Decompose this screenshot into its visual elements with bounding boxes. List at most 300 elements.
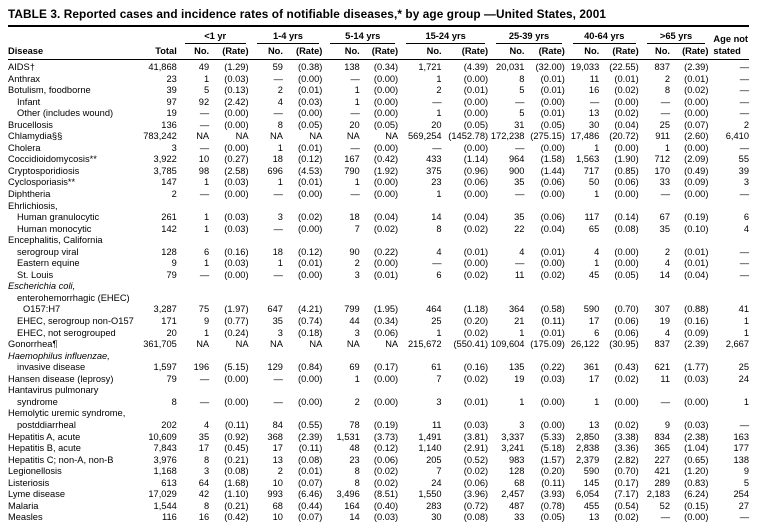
rate-column-header: (Rate) bbox=[442, 44, 489, 60]
rate-cell: (0.42) bbox=[224, 512, 249, 523]
count-cell: 128 bbox=[508, 466, 525, 477]
count-cell: 13 bbox=[588, 512, 600, 523]
total-cell: 10,609 bbox=[148, 431, 177, 442]
count-cell: 35 bbox=[514, 177, 525, 188]
count-cell: 14 bbox=[431, 212, 442, 223]
disease-label: postddiarrheal bbox=[17, 419, 76, 430]
rate-cell: (1.97) bbox=[224, 304, 249, 315]
rate-cell bbox=[670, 235, 708, 247]
disease-label: Botulism, foodborne bbox=[8, 85, 91, 96]
count-cell: 35 bbox=[198, 431, 210, 442]
table-row bbox=[8, 443, 749, 455]
rate-cell: (0.00) bbox=[463, 189, 489, 200]
disease-label: Human monocytic bbox=[17, 223, 92, 234]
age-not-stated-cell: 254 bbox=[733, 489, 749, 500]
rate-cell: (0.07) bbox=[684, 119, 709, 130]
count-cell: 1 bbox=[354, 177, 360, 188]
rate-cell: (0.03) bbox=[463, 419, 489, 430]
rate-cell bbox=[524, 408, 564, 420]
age-not-stated-cell bbox=[708, 235, 749, 247]
count-cell: 24 bbox=[431, 477, 442, 488]
total-cell bbox=[131, 385, 176, 397]
rate-cell: (0.52) bbox=[463, 454, 489, 465]
rate-cell: (0.02) bbox=[463, 223, 489, 234]
count-cell: 90 bbox=[349, 246, 360, 257]
count-cell: 172,238 bbox=[490, 131, 525, 142]
count-cell: 49 bbox=[198, 62, 210, 72]
total-cell: 613 bbox=[161, 477, 177, 488]
rate-column-header: (Rate) bbox=[599, 44, 638, 60]
count-cell: 18 bbox=[272, 154, 283, 165]
count-cell: 6 bbox=[436, 269, 442, 280]
disease-label: syndrome bbox=[17, 396, 58, 407]
count-cell: 64 bbox=[198, 477, 210, 488]
rate-cell: (0.02) bbox=[463, 327, 489, 338]
table-body bbox=[8, 60, 749, 524]
rate-cell bbox=[360, 408, 398, 420]
rate-cell: (0.02) bbox=[614, 108, 639, 119]
rate-cell: (2.58) bbox=[224, 165, 249, 176]
age-group-label: >65 yrs bbox=[647, 30, 706, 44]
rate-cell: (0.40) bbox=[373, 500, 399, 511]
rate-cell: (0.21) bbox=[224, 454, 249, 465]
count-cell: 117 bbox=[584, 212, 600, 223]
rate-cell: (4.39) bbox=[463, 62, 489, 72]
rate-cell: (0.03) bbox=[224, 258, 249, 269]
age-not-stated-cell: — bbox=[739, 73, 749, 84]
rate-cell bbox=[283, 201, 322, 213]
count-cell: 4 bbox=[664, 327, 671, 338]
rate-cell: (0.00) bbox=[540, 419, 565, 430]
rate-cell: (0.00) bbox=[373, 142, 399, 153]
rate-cell: (0.00) bbox=[463, 258, 489, 269]
rate-cell: (275.15) bbox=[530, 131, 565, 142]
total-cell: 41,868 bbox=[148, 62, 177, 72]
rate-cell: (1.20) bbox=[684, 466, 709, 477]
count-cell: 9 bbox=[203, 316, 210, 327]
table-row bbox=[8, 420, 749, 432]
rate-cell: (0.00) bbox=[614, 258, 639, 269]
section-header-row bbox=[8, 351, 749, 363]
rate-cell: (0.85) bbox=[614, 165, 639, 176]
age-not-stated-cell: 2 bbox=[743, 119, 749, 130]
rate-cell bbox=[524, 201, 564, 213]
count-cell: 14 bbox=[659, 269, 671, 280]
age-not-stated-cell: — bbox=[739, 269, 749, 280]
count-cell: 421 bbox=[654, 466, 671, 477]
disease-column-header: Disease bbox=[8, 44, 131, 60]
count-cell: 61 bbox=[431, 362, 442, 373]
section-header-row bbox=[8, 385, 749, 397]
count-cell: — bbox=[273, 73, 283, 84]
count-cell bbox=[249, 201, 283, 213]
rate-cell: (0.00) bbox=[224, 142, 249, 153]
count-cell: — bbox=[273, 396, 283, 407]
total-cell: 1,544 bbox=[153, 500, 177, 511]
rate-cell: (30.95) bbox=[609, 339, 639, 350]
disease-label: Anthrax bbox=[8, 73, 41, 84]
count-cell bbox=[322, 235, 359, 247]
total-cell: 19 bbox=[166, 108, 177, 119]
count-cell: 67 bbox=[659, 212, 671, 223]
count-cell: 11 bbox=[660, 373, 671, 384]
count-cell bbox=[322, 201, 359, 213]
count-cell: — bbox=[273, 108, 283, 119]
count-cell: 1 bbox=[277, 142, 283, 153]
rate-cell: (0.78) bbox=[540, 500, 565, 511]
rate-cell bbox=[360, 385, 398, 397]
rate-cell: (0.16) bbox=[224, 246, 249, 257]
table-row bbox=[8, 247, 749, 259]
count-cell: 364 bbox=[508, 304, 525, 315]
rate-cell: (1.95) bbox=[373, 304, 399, 315]
rate-cell: (0.01) bbox=[298, 258, 323, 269]
total-cell bbox=[131, 408, 176, 420]
count-cell: 1 bbox=[354, 96, 360, 107]
rate-cell: (0.09) bbox=[684, 177, 709, 188]
rate-cell: (0.00) bbox=[373, 189, 399, 200]
table-row bbox=[8, 466, 749, 478]
count-cell bbox=[398, 351, 441, 363]
count-cell: 16 bbox=[198, 512, 210, 523]
disease-label: Haemophilus influenzae, bbox=[8, 350, 110, 361]
rate-cell: (0.01) bbox=[373, 269, 399, 280]
count-cell: 2 bbox=[664, 73, 671, 84]
rate-cell: (0.00) bbox=[373, 96, 399, 107]
table-row bbox=[8, 108, 749, 120]
rate-cell: (0.06) bbox=[463, 177, 489, 188]
rate-cell: (0.19) bbox=[684, 212, 709, 223]
age-group-label: 40-64 yrs bbox=[573, 30, 636, 44]
disease-label: Diphtheria bbox=[8, 189, 51, 200]
count-cell: 837 bbox=[654, 339, 671, 350]
no-column-header: No. bbox=[177, 44, 209, 60]
rate-cell bbox=[599, 408, 638, 420]
count-cell: 900 bbox=[508, 165, 525, 176]
count-cell bbox=[565, 201, 599, 213]
count-cell: 42 bbox=[198, 489, 210, 500]
count-cell bbox=[488, 408, 524, 420]
rate-cell bbox=[599, 235, 638, 247]
count-cell: 92 bbox=[198, 96, 210, 107]
rate-cell: (0.00) bbox=[298, 73, 323, 84]
count-cell: 2 bbox=[277, 466, 283, 477]
rate-cell: (0.02) bbox=[614, 85, 639, 96]
age-group-header bbox=[565, 30, 639, 44]
rate-cell bbox=[670, 351, 708, 363]
count-cell: 837 bbox=[654, 62, 671, 72]
count-cell bbox=[249, 351, 283, 363]
age-not-stated-cell: 6 bbox=[743, 212, 749, 223]
count-cell: 10 bbox=[198, 154, 210, 165]
rate-cell: (0.18) bbox=[298, 327, 323, 338]
rate-cell: (0.00) bbox=[614, 396, 639, 407]
count-cell: 30 bbox=[431, 512, 442, 523]
no-column-header: No. bbox=[322, 44, 359, 60]
rate-cell bbox=[524, 235, 564, 247]
count-cell: 361 bbox=[583, 362, 600, 373]
rate-cell: (1452.78) bbox=[448, 131, 489, 142]
table-row bbox=[8, 154, 749, 166]
count-cell bbox=[177, 293, 209, 305]
age-not-stated-cell: 4 bbox=[743, 223, 749, 234]
count-cell: 18 bbox=[349, 212, 360, 223]
disease-label: EHEC, serogroup non-O157 bbox=[17, 316, 134, 327]
rate-cell: (0.54) bbox=[614, 500, 639, 511]
rate-cell: (0.43) bbox=[614, 362, 639, 373]
rate-cell: (1.18) bbox=[463, 304, 489, 315]
rate-column-header: (Rate) bbox=[524, 44, 564, 60]
count-cell bbox=[488, 293, 524, 305]
rate-cell: (2.91) bbox=[463, 443, 489, 454]
rate-cell: (0.03) bbox=[224, 177, 249, 188]
rate-cell: NA bbox=[309, 339, 323, 350]
rate-cell bbox=[209, 235, 248, 247]
age-not-stated-line2: stated bbox=[713, 46, 741, 56]
total-cell: 3,976 bbox=[153, 454, 177, 465]
rate-cell: (5.15) bbox=[224, 362, 249, 373]
count-cell: — bbox=[660, 108, 671, 119]
rate-cell: (0.05) bbox=[614, 269, 639, 280]
rate-cell: (0.03) bbox=[224, 73, 249, 84]
count-cell: 16 bbox=[588, 85, 600, 96]
count-cell: 68 bbox=[272, 500, 283, 511]
total-cell: 3,287 bbox=[153, 304, 177, 315]
rate-cell: (0.05) bbox=[540, 119, 565, 130]
count-cell: — bbox=[273, 223, 283, 234]
total-cell: 202 bbox=[161, 419, 177, 430]
age-not-stated-cell: 2,667 bbox=[725, 339, 749, 350]
rate-cell: (0.21) bbox=[224, 500, 249, 511]
rate-cell bbox=[209, 201, 248, 213]
rate-cell bbox=[360, 293, 398, 305]
count-cell bbox=[639, 235, 670, 247]
rate-cell: (0.55) bbox=[298, 419, 323, 430]
age-not-stated-cell: 9 bbox=[743, 466, 749, 477]
disease-label: EHEC, not serogrouped bbox=[17, 327, 116, 338]
disease-label: Ehrlichiosis, bbox=[8, 200, 58, 211]
total-column-header: Total bbox=[131, 44, 176, 60]
rate-cell: (0.05) bbox=[463, 119, 489, 130]
count-cell: 1 bbox=[519, 396, 525, 407]
rate-cell: (0.70) bbox=[614, 304, 639, 315]
count-cell: 1,140 bbox=[418, 443, 442, 454]
rate-cell: (0.00) bbox=[463, 108, 489, 119]
disease-label: Escherichia coli, bbox=[8, 281, 76, 292]
count-cell: 2 bbox=[277, 85, 283, 96]
count-cell: 48 bbox=[349, 443, 360, 454]
rate-cell: (0.13) bbox=[224, 85, 249, 96]
rate-cell: (0.00) bbox=[298, 396, 323, 407]
rate-cell: (0.15) bbox=[684, 500, 709, 511]
rate-cell bbox=[209, 385, 248, 397]
rate-cell: (0.45) bbox=[224, 443, 249, 454]
total-cell: 2 bbox=[171, 189, 177, 200]
count-cell: 8 bbox=[354, 466, 360, 477]
rate-cell: (0.38) bbox=[298, 62, 323, 72]
count-cell: — bbox=[273, 373, 283, 384]
count-cell: 5 bbox=[519, 85, 525, 96]
total-cell: 1,597 bbox=[153, 362, 177, 373]
rate-cell: (0.00) bbox=[298, 269, 323, 280]
rate-cell: (0.03) bbox=[224, 212, 249, 223]
count-cell: 167 bbox=[344, 154, 360, 165]
rate-cell: (1.77) bbox=[684, 362, 709, 373]
table-row bbox=[8, 270, 749, 282]
rate-cell: (0.00) bbox=[684, 512, 709, 523]
rate-cell: (0.00) bbox=[224, 269, 249, 280]
disease-label: Hepatitis A, acute bbox=[8, 431, 81, 442]
count-cell: 145 bbox=[583, 477, 600, 488]
count-cell: NA bbox=[196, 339, 210, 350]
no-column-header: No. bbox=[249, 44, 283, 60]
count-cell: 1 bbox=[594, 189, 600, 200]
disease-label: Lyme disease bbox=[8, 489, 66, 500]
rate-cell: (0.00) bbox=[614, 96, 639, 107]
count-cell bbox=[177, 281, 209, 293]
rate-cell: (0.74) bbox=[298, 316, 323, 327]
count-cell: 1 bbox=[664, 142, 671, 153]
count-cell bbox=[398, 385, 441, 397]
count-cell: 1,491 bbox=[418, 431, 442, 442]
rate-cell: (0.12) bbox=[373, 443, 399, 454]
rate-cell bbox=[670, 201, 708, 213]
rate-cell bbox=[360, 201, 398, 213]
rate-cell bbox=[283, 281, 322, 293]
rate-cell: (0.22) bbox=[373, 246, 399, 257]
count-cell bbox=[322, 293, 359, 305]
count-cell bbox=[177, 235, 209, 247]
count-cell: 17,486 bbox=[570, 131, 600, 142]
age-not-stated-line1: Age not bbox=[713, 34, 749, 44]
rate-cell: (0.10) bbox=[684, 223, 709, 234]
rate-cell: (0.08) bbox=[298, 454, 323, 465]
count-cell: 365 bbox=[654, 443, 671, 454]
count-cell bbox=[488, 201, 524, 213]
count-cell: 52 bbox=[659, 500, 671, 511]
rate-cell bbox=[442, 293, 489, 305]
count-cell: 5 bbox=[519, 108, 525, 119]
rate-cell: (0.02) bbox=[373, 477, 399, 488]
count-cell: 205 bbox=[426, 454, 442, 465]
rate-cell: (0.77) bbox=[224, 316, 249, 327]
count-cell: 227 bbox=[654, 454, 671, 465]
rate-cell: (3.36) bbox=[614, 443, 639, 454]
count-cell: 20 bbox=[431, 119, 442, 130]
count-cell: 911 bbox=[655, 131, 671, 142]
count-cell: 9 bbox=[664, 419, 671, 430]
age-not-stated-cell bbox=[708, 281, 749, 293]
count-cell bbox=[398, 293, 441, 305]
disease-label: Listeriosis bbox=[8, 477, 50, 488]
rate-cell: (0.04) bbox=[540, 223, 565, 234]
count-cell: 3 bbox=[277, 212, 283, 223]
rate-cell: (2.09) bbox=[684, 154, 709, 165]
section-header-row bbox=[8, 201, 749, 213]
rate-cell: (0.02) bbox=[540, 269, 565, 280]
count-cell: 75 bbox=[198, 304, 210, 315]
rate-cell: (0.03) bbox=[298, 96, 323, 107]
rate-cell: (0.34) bbox=[373, 62, 399, 72]
age-not-stated-cell: — bbox=[739, 246, 749, 257]
count-cell: 196 bbox=[193, 362, 210, 373]
rate-cell: (2.39) bbox=[684, 339, 709, 350]
rate-cell: (0.44) bbox=[298, 500, 323, 511]
count-cell bbox=[177, 408, 209, 420]
rate-cell: (2.42) bbox=[224, 96, 249, 107]
rate-cell: (0.49) bbox=[684, 165, 709, 176]
count-cell: 31 bbox=[514, 119, 525, 130]
rate-cell: (0.92) bbox=[224, 431, 249, 442]
count-cell: 78 bbox=[349, 419, 360, 430]
count-cell bbox=[488, 351, 524, 363]
rate-cell bbox=[670, 385, 708, 397]
rate-cell: (0.05) bbox=[540, 512, 565, 523]
total-cell bbox=[131, 235, 176, 247]
table-row bbox=[8, 189, 749, 201]
total-cell: 171 bbox=[161, 316, 177, 327]
count-cell: 2 bbox=[664, 246, 671, 257]
count-cell: 10 bbox=[272, 512, 283, 523]
rate-cell: (0.70) bbox=[614, 466, 639, 477]
count-cell: 13 bbox=[272, 454, 283, 465]
count-cell: 289 bbox=[654, 477, 671, 488]
rate-cell: (0.06) bbox=[373, 454, 399, 465]
count-cell bbox=[488, 235, 524, 247]
rate-cell: (0.01) bbox=[684, 246, 709, 257]
count-cell: 10 bbox=[272, 477, 283, 488]
rate-cell: (0.06) bbox=[540, 212, 565, 223]
table-row bbox=[8, 397, 749, 409]
total-cell: 116 bbox=[161, 512, 177, 523]
total-cell: 79 bbox=[166, 269, 177, 280]
disease-label: Hantavirus pulmonary bbox=[8, 385, 99, 396]
table-row bbox=[8, 432, 749, 444]
count-cell: 1 bbox=[519, 327, 525, 338]
count-cell: 1 bbox=[436, 189, 442, 200]
table-row bbox=[8, 304, 749, 316]
rate-cell: (1.04) bbox=[684, 443, 709, 454]
count-cell: 375 bbox=[426, 165, 442, 176]
rate-cell: (0.01) bbox=[463, 396, 489, 407]
rate-cell: (0.01) bbox=[614, 73, 639, 84]
disease-label: Chlamydia§§ bbox=[8, 131, 63, 142]
count-cell: 13 bbox=[588, 419, 600, 430]
table-row bbox=[8, 177, 749, 189]
rate-cell: (0.00) bbox=[298, 223, 323, 234]
rate-cell: (0.00) bbox=[224, 189, 249, 200]
rate-cell: (0.08) bbox=[463, 512, 489, 523]
count-cell: 4 bbox=[277, 96, 283, 107]
table-row bbox=[8, 60, 749, 74]
rate-cell: (0.01) bbox=[463, 246, 489, 257]
count-cell: 11 bbox=[589, 73, 600, 84]
rate-cell: (0.00) bbox=[373, 85, 399, 96]
rate-cell: (0.84) bbox=[298, 362, 323, 373]
rate-cell: (1.14) bbox=[463, 154, 489, 165]
section-header-row bbox=[8, 293, 749, 305]
table-row bbox=[8, 455, 749, 467]
rate-cell: (0.03) bbox=[373, 512, 399, 523]
disease-label: Coccidioidomycosis** bbox=[8, 154, 97, 165]
rate-cell: (0.65) bbox=[684, 454, 709, 465]
count-cell: 84 bbox=[272, 419, 283, 430]
table-row bbox=[8, 339, 749, 351]
count-cell: — bbox=[660, 96, 671, 107]
count-cell: 17 bbox=[272, 443, 283, 454]
rate-cell: (0.01) bbox=[298, 142, 323, 153]
age-not-stated-cell: — bbox=[739, 189, 749, 200]
